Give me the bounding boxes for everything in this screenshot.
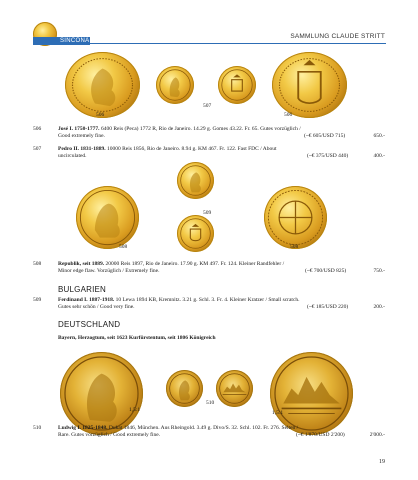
lot-510-desc2: Rare. Gutes vorzüglich / Good extremely fine.: [58, 432, 161, 438]
coin-510-obverse: [166, 370, 203, 407]
coin-507-reverse: [218, 66, 256, 104]
lot-509-number: 509: [33, 297, 42, 303]
label-scale-2: 1,5:1: [272, 410, 284, 416]
coin-508-obverse: [76, 186, 139, 249]
coin-509-reverse: [177, 215, 214, 252]
lot-508-desc: 20000 Reis 1897, Rio de Janeiro. 17.90 g. KM 497. Fr. 124. Kleiner Randfehler /: [104, 261, 285, 267]
header-title: SAMMLUNG CLAUDE STRITT: [290, 33, 385, 40]
lot-506-title: José I. 1750-1777.: [58, 126, 100, 132]
lot-507-price: 400.-: [373, 153, 385, 159]
lot-509-desc: 10 Lewa 1894 KB, Kremnitz. 3.21 g. Schl. 3. Fr. 4. Kleiner Kratzer / Small scratch.: [114, 297, 300, 303]
label-506b: 506: [284, 112, 293, 118]
label-506a: 506: [96, 112, 105, 118]
lot-510-title: Ludwig I. 1825-1848.: [58, 425, 108, 431]
lot-508-number: 508: [33, 261, 42, 267]
coin-510-reverse-enlarged: [270, 352, 353, 435]
lot-509-price: 200.-: [373, 304, 385, 310]
lot-507-title: Pedro II. 1831-1889.: [58, 146, 106, 152]
lot-509-desc2: Gutes sehr schön / Good very fine.: [58, 304, 135, 310]
label-508a: 508: [119, 244, 128, 250]
lot-507-desc: 10000 Reis 1856, Rio de Janeiro. 8.94 g. KM 467. Fr. 122. Fast FDC / About: [105, 146, 277, 152]
lot-508-desc2: Minor edge flaw. Vorzüglich / Extremely fine.: [58, 268, 160, 274]
lot-506-desc: 6400 Reis (Peca) 1772 R, Rio de Janeiro. 14.29 g. Gomes 43.22. Fr. 65. Gutes vorzüglich /: [99, 126, 301, 132]
lot-510-estimate: (~€ 1'870/USD 2'200): [296, 432, 345, 438]
coin-506-obverse: [65, 52, 140, 118]
header-brand: SINCONA: [60, 38, 90, 44]
coin-508-reverse: [264, 186, 327, 249]
lot-509-title: Ferdinand I. 1887-1918.: [58, 297, 115, 303]
lot-509-estimate: (~€ 185/USD 220): [307, 304, 349, 310]
section-bulgaria: BULGARIEN: [58, 285, 107, 294]
lot-510-number: 510: [33, 425, 42, 431]
coin-506-reverse: [272, 52, 347, 118]
label-509: 509: [203, 210, 212, 216]
lot-506-number: 506: [33, 126, 42, 132]
coin-509-obverse: [177, 162, 214, 199]
section-germany-subtitle: Bayern, Herzogtum, seit 1623 Kurfürstentum, seit 1806 Königreich: [58, 335, 216, 341]
lot-510-desc: Dukat 1846, München. Aus Rheingold. 3.49 g. Divo/S. 32. Schl. 102. Fr. 276. Selten /: [107, 425, 299, 431]
header-rule: [90, 43, 386, 44]
section-germany: DEUTSCHLAND: [58, 320, 121, 329]
label-507: 507: [203, 103, 212, 109]
coin-510-obverse-enlarged: [60, 352, 143, 435]
lot-506-estimate: (~€ 605/USD 715): [304, 133, 346, 139]
label-510: 510: [206, 400, 215, 406]
lot-507-estimate: (~€ 375/USD 440): [307, 153, 349, 159]
label-scale-1: 1,5:1: [129, 407, 141, 413]
lot-508-estimate: (~€ 700/USD 825): [305, 268, 347, 274]
label-508b: 508: [290, 244, 299, 250]
lot-508-price: 750.-: [373, 268, 385, 274]
lot-507-desc2: uncirculated.: [58, 153, 87, 159]
lot-507-number: 507: [33, 146, 42, 152]
lot-506-desc2: Good extremely fine.: [58, 133, 105, 139]
lot-510-price: 2'000.-: [369, 432, 385, 438]
lot-508-title: Republik, seit 1889.: [58, 261, 105, 267]
page-number: 19: [379, 459, 385, 465]
coin-507-obverse: [156, 66, 194, 104]
coin-510-reverse: [216, 370, 253, 407]
lot-506-price: 650.-: [373, 133, 385, 139]
